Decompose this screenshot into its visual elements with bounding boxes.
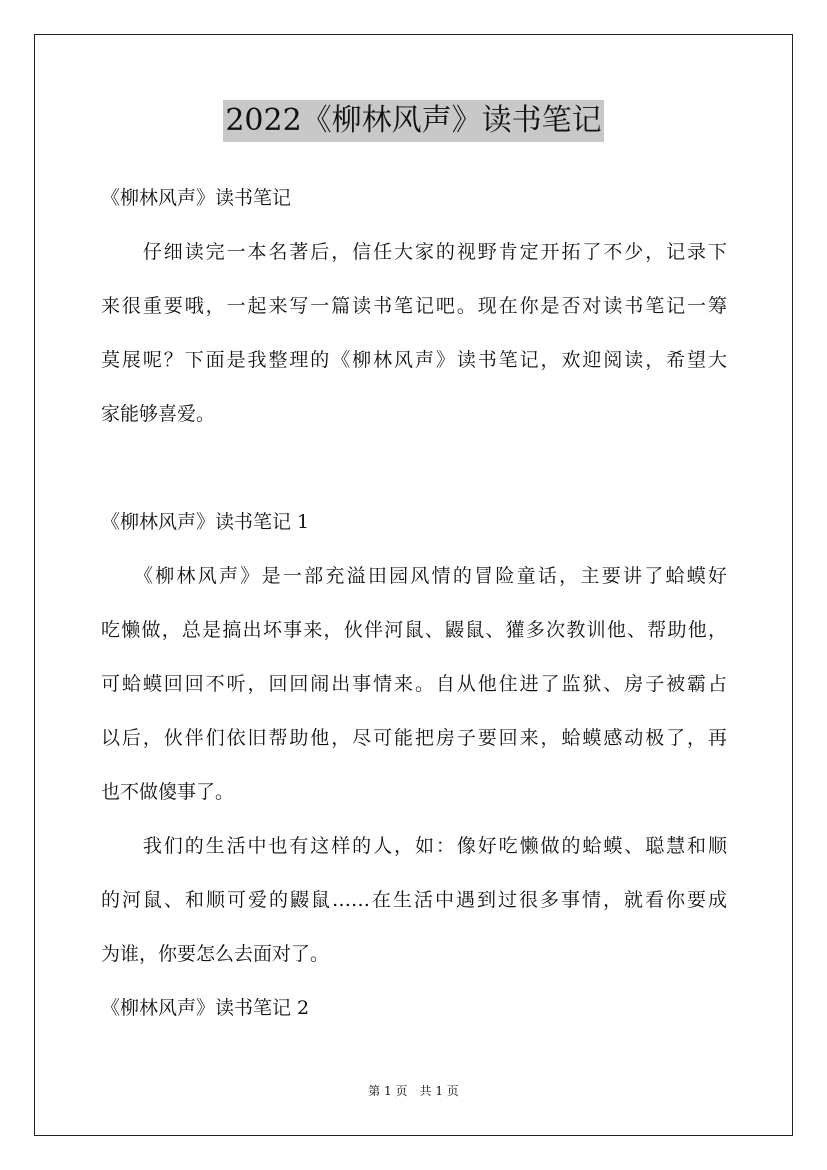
document-title: 2022《柳林风声》读书笔记 bbox=[223, 100, 603, 142]
section-heading: 《柳林风声》读书笔记 1 bbox=[101, 511, 310, 533]
title-container bbox=[0, 100, 827, 142]
body-line: 来很重要哦，一起来写一篇读书笔记吧。现在你是否对读书笔记一筹 bbox=[101, 295, 727, 317]
body-line: 仔细读完一本名著后，信任大家的视野肯定开拓了不少，记录下 bbox=[101, 241, 727, 263]
body-line: 莫展呢？下面是我整理的《柳林风声》读书笔记，欢迎阅读，希望大 bbox=[101, 349, 727, 371]
body-line: 吃懒做，总是搞出坏事来，伙伴河鼠、鼹鼠、獾多次教训他、帮助他， bbox=[101, 619, 727, 641]
body-line: 《柳林风声》是一部充溢田园风情的冒险童话，主要讲了蛤蟆好 bbox=[101, 565, 727, 587]
body-line: 以后，伙伴们依旧帮助他，尽可能把房子要回来，蛤蟆感动极了，再 bbox=[101, 727, 727, 749]
document-body bbox=[101, 171, 727, 1035]
body-line: 我们的生活中也有这样的人，如：像好吃懒做的蛤蟆、聪慧和顺 bbox=[101, 835, 727, 857]
body-line: 的河鼠、和顺可爱的鼹鼠……在生活中遇到过很多事情，就看你要成 bbox=[101, 889, 727, 911]
page-footer: 第 1 页 共 1 页 bbox=[368, 1084, 459, 1098]
section-heading: 《柳林风声》读书笔记 bbox=[101, 187, 292, 209]
blank-line bbox=[101, 441, 727, 495]
body-line: 家能够喜爱。 bbox=[101, 403, 216, 425]
body-line: 也不做傻事了。 bbox=[101, 781, 235, 803]
body-line: 可蛤蟆回回不听，回回闹出事情来。自从他住进了监狱、房子被霸占 bbox=[101, 673, 727, 695]
section-heading: 《柳林风声》读书笔记 2 bbox=[101, 997, 310, 1019]
body-line: 为谁，你要怎么去面对了。 bbox=[101, 943, 330, 965]
